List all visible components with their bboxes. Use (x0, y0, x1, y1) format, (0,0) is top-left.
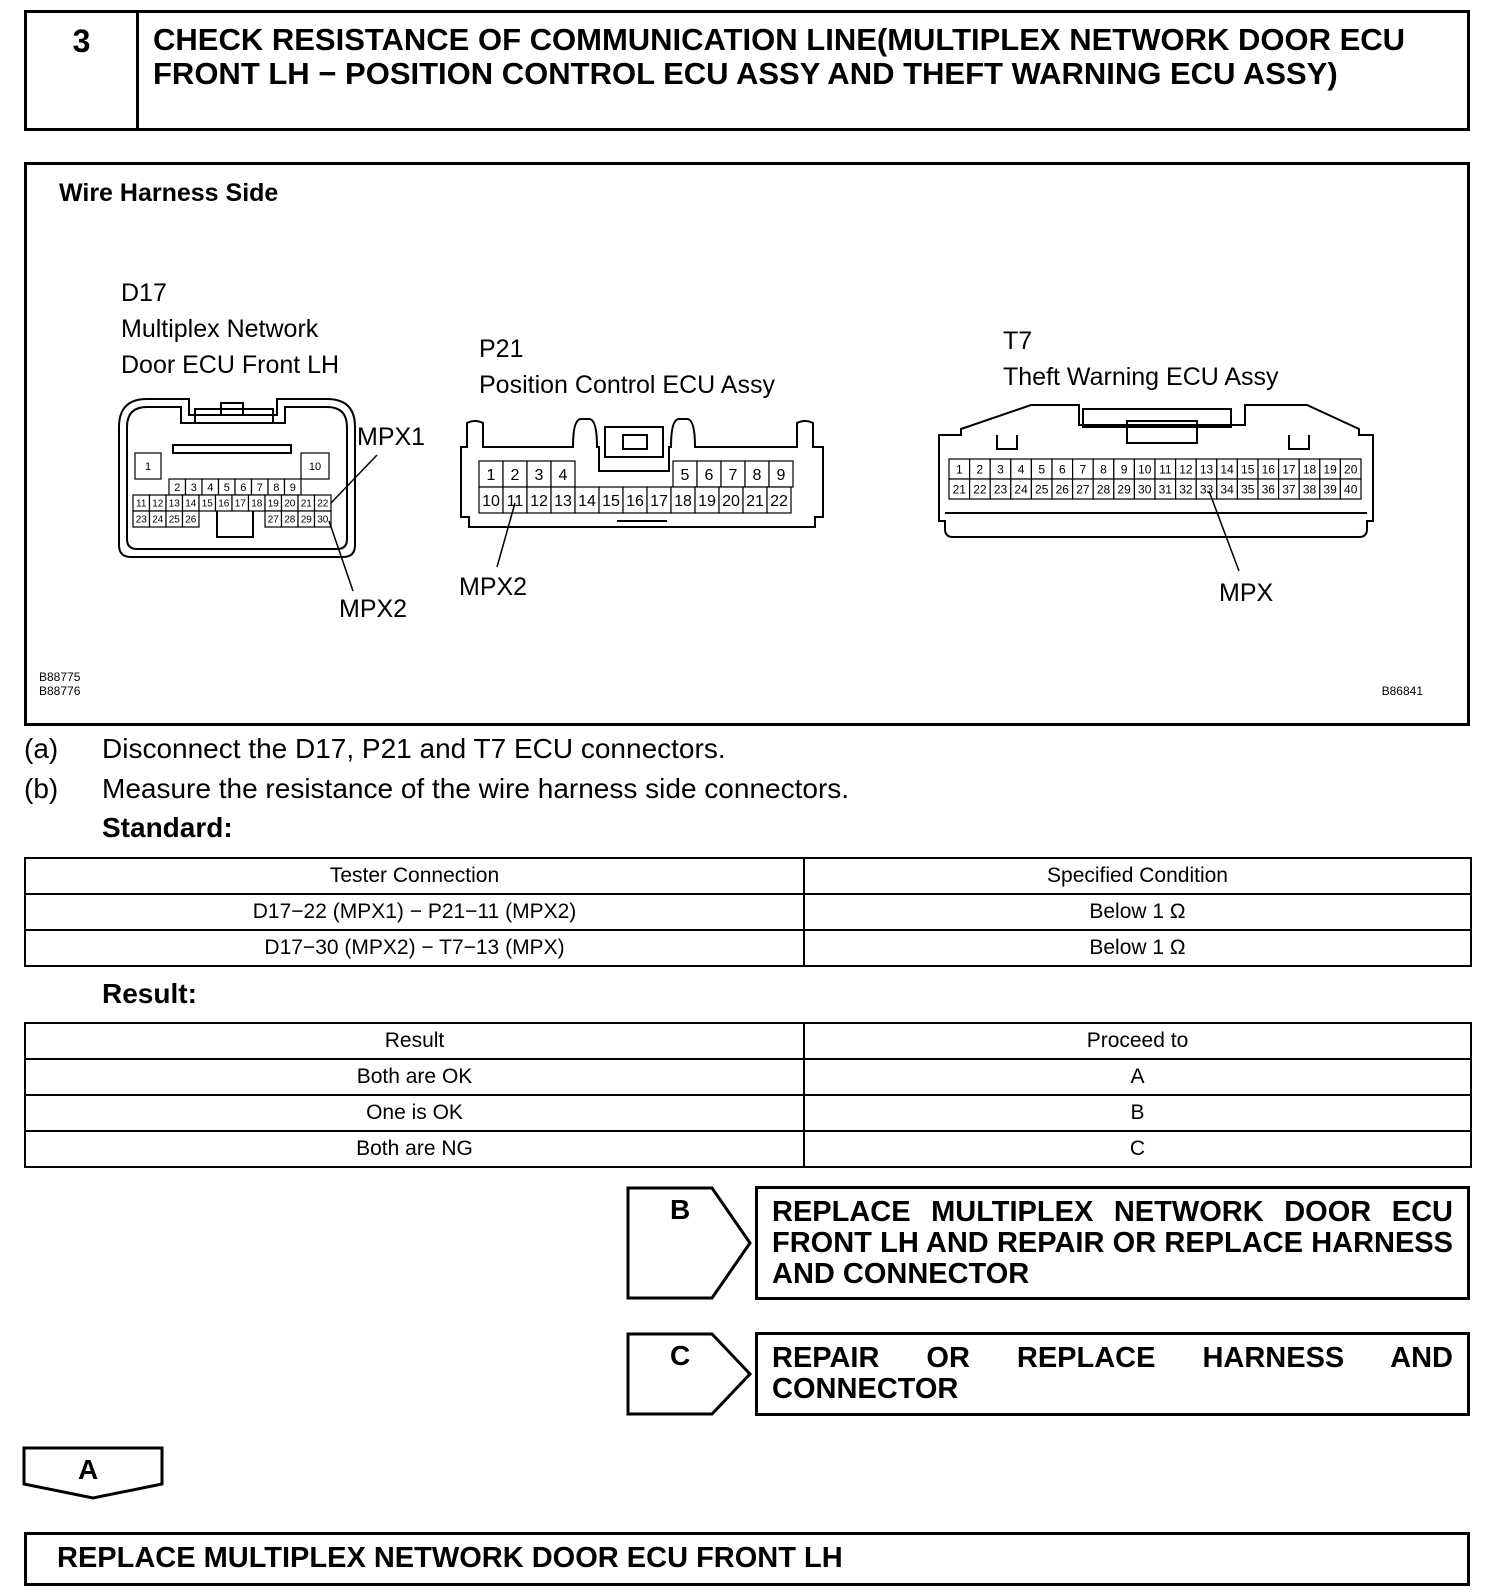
pin-label: 9 (289, 481, 296, 494)
pin-label: 10 (1138, 462, 1152, 477)
p21-name: Position Control ECU Assy (479, 371, 775, 399)
pin-label: 18 (674, 492, 692, 510)
pin-label: 8 (273, 481, 280, 494)
pin-label: 5 (680, 466, 690, 484)
cell-result: Both are OK (25, 1059, 804, 1095)
action-a-box: REPLACE MULTIPLEX NETWORK DOOR ECU FRONT LH (24, 1532, 1470, 1586)
pin-label: 27 (267, 514, 279, 526)
pin-label: 25 (1035, 482, 1049, 497)
table-row (25, 894, 1471, 930)
pin-label: 14 (1220, 462, 1234, 477)
pin-label: 14 (578, 492, 596, 510)
pin-label: 25 (168, 514, 180, 526)
pin-label: 5 (223, 481, 230, 494)
pin-label: 17 (1282, 462, 1296, 477)
cell-condition: Below 1 Ω (804, 894, 1471, 930)
result-heading: Result: (102, 978, 197, 1009)
pin-label: 21 (746, 492, 764, 510)
pin-label: 1 (144, 460, 152, 473)
t7-mpx-label: MPX (1219, 579, 1274, 607)
cell-result: One is OK (25, 1095, 804, 1131)
header-proceed-to: Proceed to (804, 1023, 1471, 1059)
pin-label: 30 (317, 514, 329, 526)
table-header-row (25, 858, 1471, 894)
d17-id: D17 (121, 279, 167, 307)
pin-label: 1 (955, 462, 963, 477)
pin-label: 15 (1241, 462, 1255, 477)
pin-label: 7 (728, 466, 738, 484)
pin-label: 37 (1282, 482, 1296, 497)
pin-label: 35 (1241, 482, 1255, 497)
ref-code-right: B86841 (1381, 684, 1423, 698)
pin-label: 18 (251, 498, 263, 510)
pin-label: 11 (506, 492, 524, 510)
p21-mpx2-label: MPX2 (459, 573, 528, 601)
d17-name-line1: Multiplex Network (121, 315, 319, 343)
pin-label: 24 (152, 514, 164, 526)
d17-name-line2: Door ECU Front LH (121, 351, 340, 379)
pin-label: 2 (976, 462, 984, 477)
pin-label: 11 (136, 498, 147, 510)
pin-label: 29 (1117, 482, 1131, 497)
pin-label: 18 (1302, 462, 1317, 477)
pin-label: 8 (752, 466, 762, 484)
table-header-row (25, 1023, 1471, 1059)
pin-label: 20 (284, 498, 296, 510)
pin-label: 28 (284, 514, 296, 526)
figure-caption: Wire Harness Side (59, 179, 279, 207)
step-b-label: (b) (24, 773, 59, 804)
pin-label: 5 (1038, 462, 1046, 477)
ref-code-left-2: B88776 (39, 684, 81, 698)
pin-label: 21 (300, 498, 312, 510)
pin-label: 16 (1261, 462, 1275, 477)
cell-connection: D17−22 (MPX1) − P21−11 (MPX2) (25, 894, 804, 930)
pin-label: 12 (530, 492, 548, 510)
pin-label: 13 (554, 492, 572, 510)
pin-label: 21 (952, 482, 966, 497)
action-c-box: REPAIR OR REPLACE HARNESS AND CONNECTOR (755, 1332, 1470, 1416)
arrow-b-label: B (670, 1194, 691, 1225)
step-header (24, 10, 1470, 131)
pin-label: 36 (1261, 482, 1275, 497)
pin-label: 8 (1100, 462, 1107, 477)
pin-label: 3 (997, 462, 1004, 477)
connector-diagram (27, 165, 1467, 723)
pin-label: 15 (602, 492, 620, 510)
t7-id: T7 (1003, 327, 1033, 355)
arrow-a-label: A (78, 1454, 99, 1485)
pin-label: 22 (973, 482, 987, 497)
p21-id: P21 (479, 335, 524, 363)
step-b-text: Measure the resistance of the wire harness side connectors. (102, 773, 850, 804)
cell-proceed: C (804, 1131, 1471, 1167)
pin-label: 15 (201, 498, 213, 510)
header-specified-condition: Specified Condition (804, 858, 1471, 894)
action-b-box: REPLACE MULTIPLEX NETWORK DOOR ECU FRONT LH AND REPAIR OR REPLACE HARNESS AND CONNECTOR (755, 1186, 1470, 1300)
step-a-label: (a) (24, 733, 59, 764)
pin-label: 38 (1302, 482, 1317, 497)
table-row (25, 1131, 1471, 1167)
cell-condition: Below 1 Ω (804, 930, 1471, 966)
cell-result: Both are NG (25, 1131, 804, 1167)
pin-label: 4 (558, 466, 568, 484)
pin-label: 27 (1076, 482, 1090, 497)
arrow-c-label: C (670, 1340, 691, 1371)
pin-label: 9 (776, 466, 786, 484)
pin-label: 14 (185, 498, 197, 510)
pin-label: 2 (510, 466, 520, 484)
d17-mpx2-label: MPX2 (339, 595, 408, 623)
result-table (24, 1022, 1472, 1168)
standard-table (24, 857, 1472, 967)
table-row (25, 1095, 1471, 1131)
pin-label: 6 (1058, 462, 1066, 477)
pin-label: 29 (300, 514, 312, 526)
step-a-text: Disconnect the D17, P21 and T7 ECU connectors. (102, 733, 726, 764)
pin-label: 32 (1179, 482, 1193, 497)
step-number: 3 (27, 13, 139, 128)
pin-label: 16 (218, 498, 230, 510)
pin-label: 28 (1096, 482, 1111, 497)
pin-label: 17 (234, 498, 246, 510)
pin-label: 39 (1323, 482, 1337, 497)
pin-label: 16 (626, 492, 644, 510)
pin-label: 1 (486, 466, 496, 484)
pin-label: 13 (168, 498, 180, 510)
pin-label: 6 (704, 466, 714, 484)
pin-label: 2 (174, 481, 181, 494)
step-a (24, 733, 1024, 767)
pin-label: 4 (1017, 462, 1025, 477)
pin-label: 4 (207, 481, 214, 494)
pin-label: 40 (1344, 482, 1358, 497)
p21-pins (479, 461, 793, 513)
pin-label: 17 (650, 492, 668, 510)
pin-label: 22 (770, 492, 788, 510)
step-title: CHECK RESISTANCE OF COMMUNICATION LINE(MULTIPLEX NETWORK DOOR ECU FRONT LH − POSITION CONTROL ECU ASSY AND THEFT WARNING ECU ASSY) (153, 22, 1406, 91)
pin-label: 31 (1158, 482, 1172, 497)
standard-heading: Standard: (102, 812, 233, 843)
pin-label: 9 (1120, 462, 1128, 477)
d17-mpx1-label: MPX1 (357, 423, 426, 451)
pin-label: 23 (993, 482, 1008, 497)
pin-label: 30 (1138, 482, 1152, 497)
d17-pins (133, 453, 331, 527)
pin-label: 26 (1055, 482, 1069, 497)
pin-label: 26 (185, 514, 197, 526)
table-row (25, 1059, 1471, 1095)
step-b (24, 773, 1024, 807)
pin-label: 23 (135, 514, 147, 526)
pin-label: 22 (317, 498, 329, 510)
t7-mpx-leader (1209, 491, 1239, 571)
pin-label: 34 (1220, 482, 1234, 497)
pin-label: 7 (256, 481, 263, 494)
pin-label: 12 (1179, 462, 1193, 477)
table-row (25, 930, 1471, 966)
pin-label: 20 (722, 492, 740, 510)
pin-label: 12 (152, 498, 164, 510)
pin-label: 20 (1344, 462, 1358, 477)
cell-connection: D17−30 (MPX2) − T7−13 (MPX) (25, 930, 804, 966)
cell-proceed: B (804, 1095, 1471, 1131)
pin-label: 24 (1014, 482, 1028, 497)
t7-pins (949, 459, 1361, 499)
pin-label: 19 (267, 498, 279, 510)
connector-figure (24, 162, 1470, 726)
pin-label: 3 (190, 481, 197, 494)
pin-label: 19 (698, 492, 716, 510)
pin-label: 10 (482, 492, 500, 510)
pin-label: 13 (1199, 462, 1214, 477)
pin-label: 7 (1079, 462, 1087, 477)
cell-proceed: A (804, 1059, 1471, 1095)
pin-label: 10 (308, 460, 322, 473)
header-tester-connection: Tester Connection (25, 858, 804, 894)
ref-code-left-1: B88775 (39, 670, 81, 684)
t7-name: Theft Warning ECU Assy (1003, 363, 1279, 391)
pin-label: 19 (1323, 462, 1337, 477)
pin-label: 33 (1199, 482, 1214, 497)
pin-label: 6 (240, 481, 247, 494)
header-result: Result (25, 1023, 804, 1059)
pin-label: 3 (534, 466, 544, 484)
pin-label: 11 (1159, 462, 1172, 477)
